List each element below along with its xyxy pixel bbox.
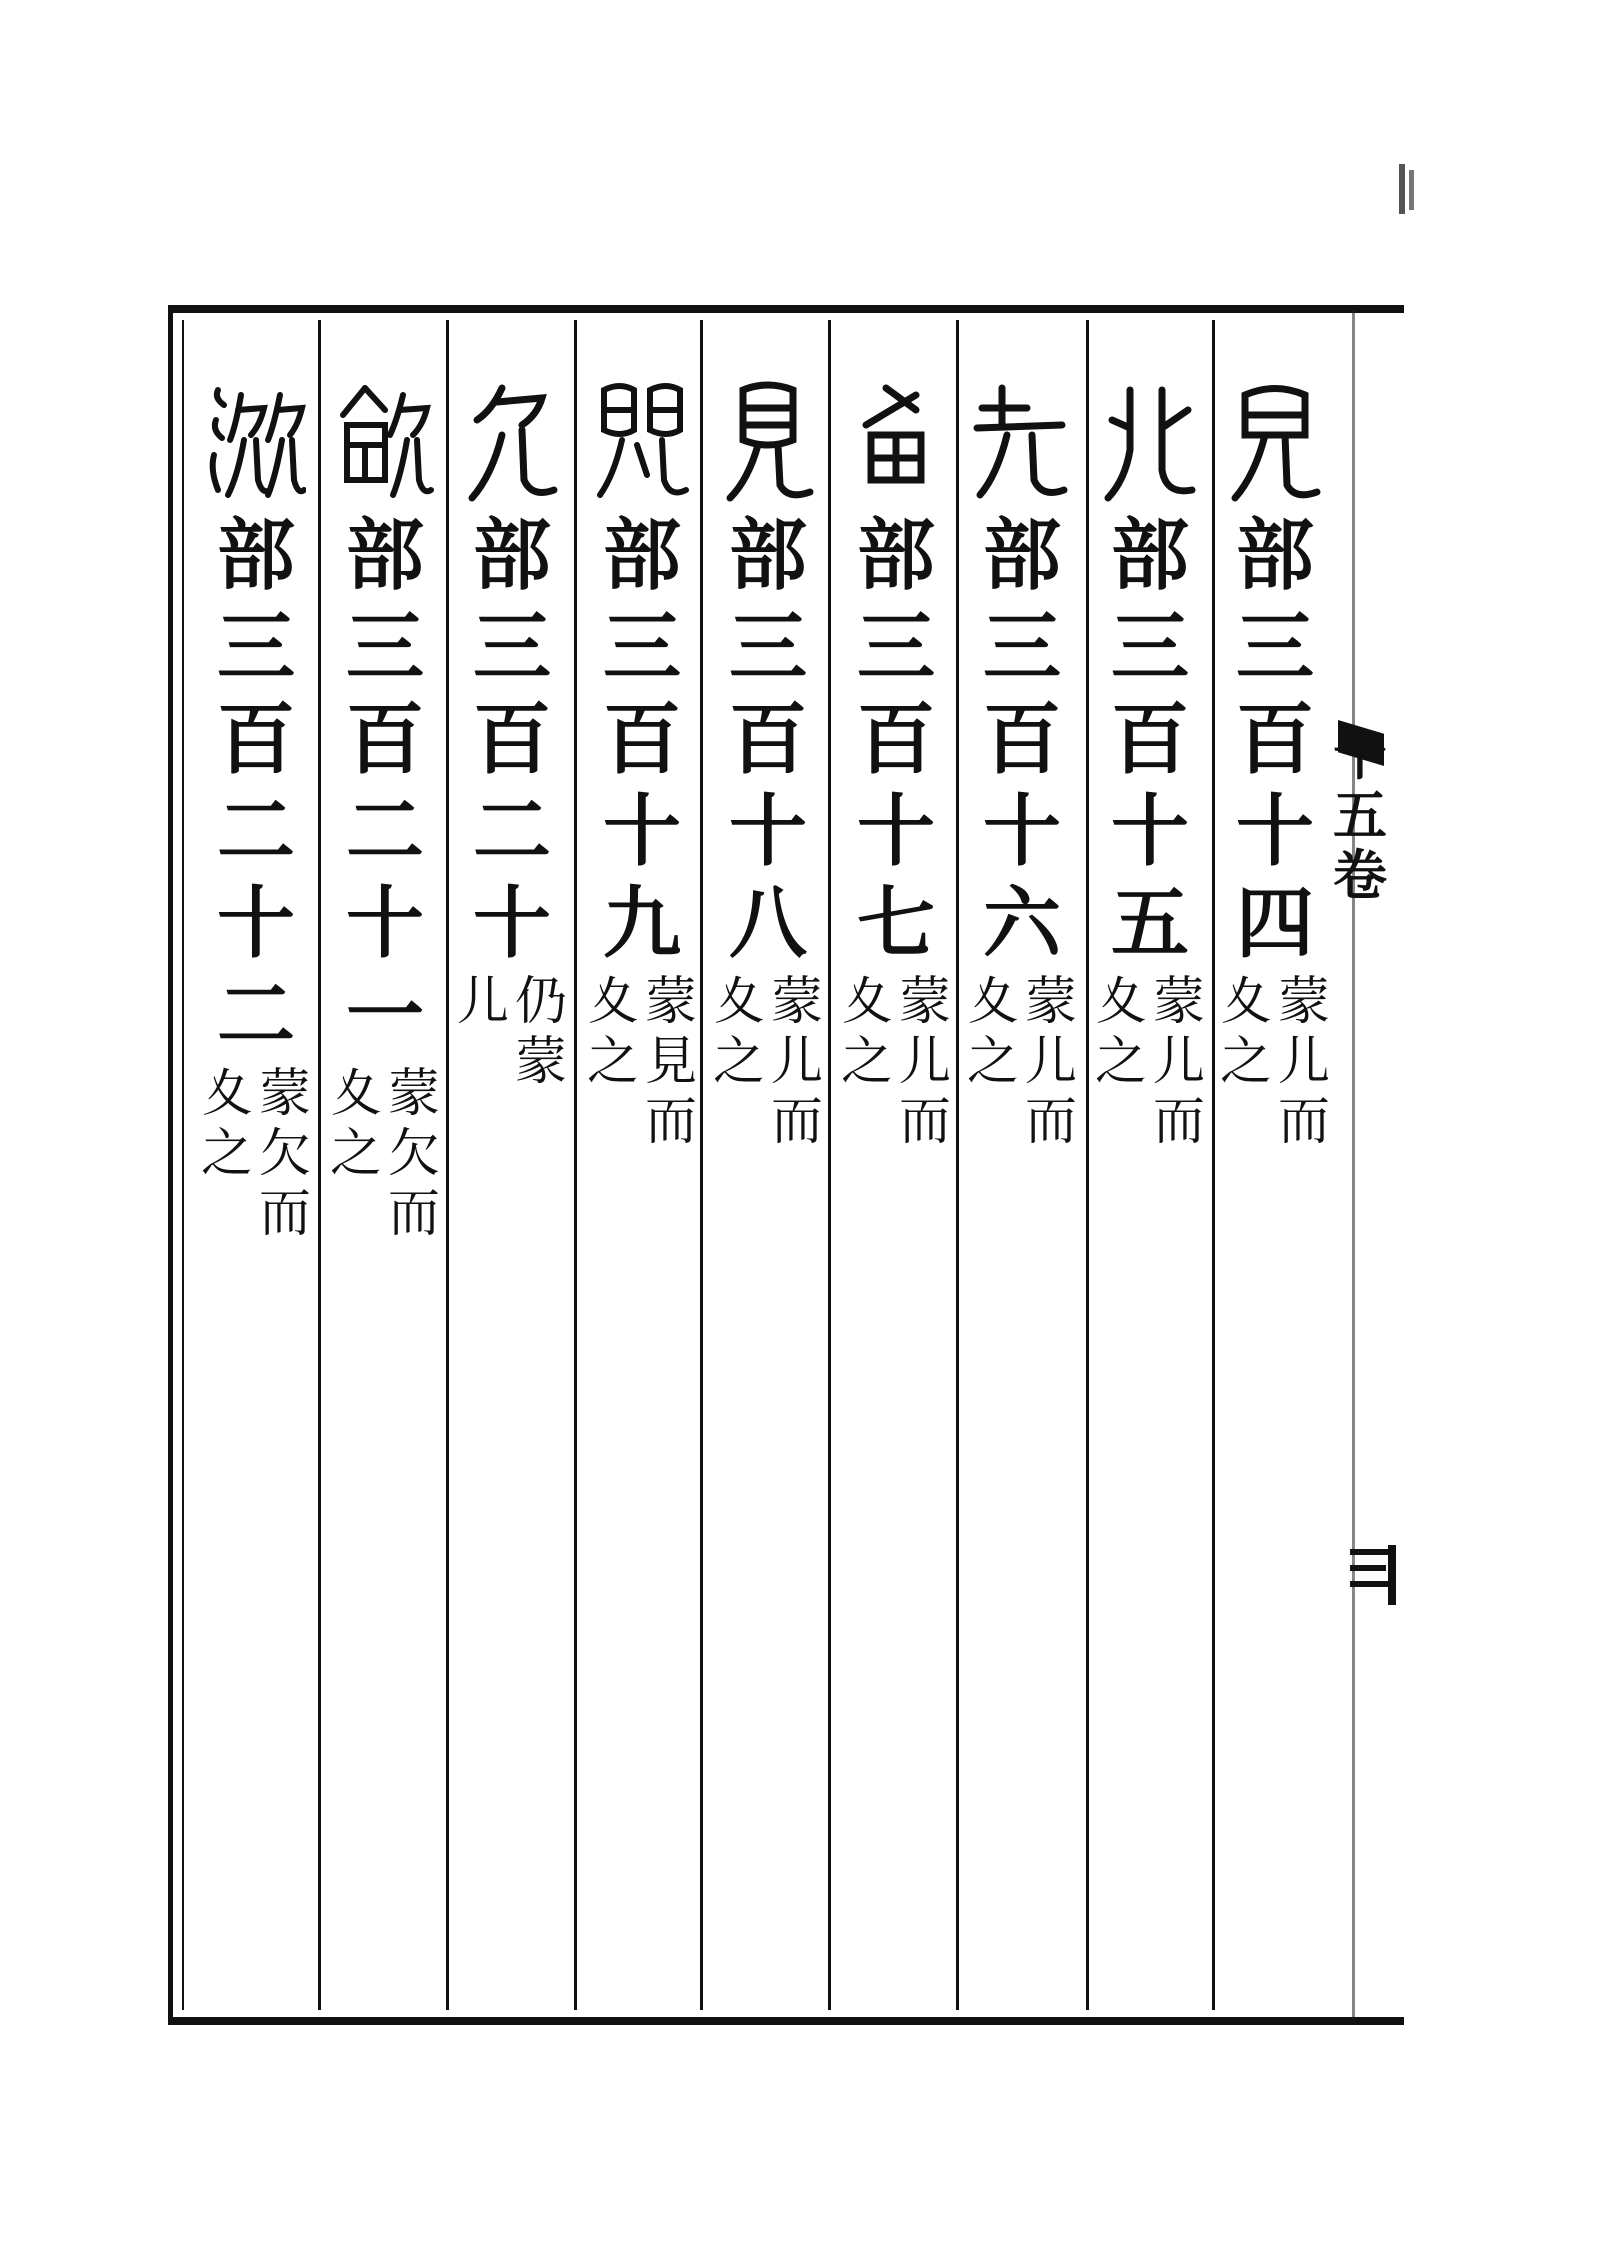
note-char: 而 bbox=[1024, 1092, 1077, 1152]
heading-char: 三 bbox=[982, 602, 1061, 693]
inner-border-rule bbox=[182, 320, 184, 2010]
heading-char: 部 bbox=[728, 510, 807, 601]
note-char: 見 bbox=[644, 1032, 697, 1092]
qian-seal-icon bbox=[462, 380, 562, 510]
heading-char: 一 bbox=[345, 970, 424, 1061]
heading-char: 三 bbox=[345, 602, 424, 693]
note-char: 而 bbox=[1277, 1092, 1330, 1152]
note-char: 儿 bbox=[1152, 1032, 1205, 1092]
heading-char: 八 bbox=[728, 878, 807, 969]
heading-char: 百 bbox=[602, 694, 681, 785]
tu-seal-icon bbox=[846, 380, 946, 510]
column-rule bbox=[828, 320, 831, 2010]
column-rule bbox=[1086, 320, 1089, 2010]
note-char: 之 bbox=[840, 1032, 893, 1092]
page-edge-mark bbox=[1393, 160, 1421, 220]
note-char: 而 bbox=[1152, 1092, 1205, 1152]
note-char: 蒙 bbox=[1024, 972, 1077, 1032]
note-char: 之 bbox=[712, 1032, 765, 1092]
xian-seal-icon bbox=[972, 380, 1072, 510]
note-char: 而 bbox=[898, 1092, 951, 1152]
entry-column-315 bbox=[1090, 380, 1210, 1152]
note-char: 儿 bbox=[456, 972, 509, 1032]
column-rule bbox=[956, 320, 959, 2010]
yin-seal-icon bbox=[335, 380, 435, 510]
heading-char: 十 bbox=[982, 786, 1061, 877]
heading-char: 二 bbox=[216, 786, 295, 877]
heading-char: 部 bbox=[982, 510, 1061, 601]
note-char: 而 bbox=[770, 1092, 823, 1152]
heading-char: 四 bbox=[1235, 878, 1314, 969]
note-char: 夊 bbox=[840, 972, 893, 1032]
column-rule bbox=[446, 320, 449, 2010]
heading-char: 部 bbox=[1110, 510, 1189, 601]
fold-label bbox=[1332, 725, 1388, 905]
heading-char: 部 bbox=[1235, 510, 1314, 601]
heading-char: 部 bbox=[345, 510, 424, 601]
note-char: 蒙 bbox=[258, 1064, 311, 1124]
heading-char: 三 bbox=[728, 602, 807, 693]
note-char: 蒙 bbox=[1277, 972, 1330, 1032]
heading-char: 百 bbox=[1235, 694, 1314, 785]
note-char: 蒙 bbox=[514, 1032, 567, 1092]
note-char: 而 bbox=[644, 1092, 697, 1152]
yao-seal-icon bbox=[592, 380, 692, 510]
note-char: 仍 bbox=[514, 972, 567, 1032]
heading-char: 三 bbox=[856, 602, 935, 693]
entry-column-321 bbox=[325, 380, 445, 1244]
heading-char: 百 bbox=[982, 694, 1061, 785]
note-char: 夊 bbox=[200, 1064, 253, 1124]
note-char: 夊 bbox=[1094, 972, 1147, 1032]
note-char: 欠 bbox=[258, 1124, 311, 1184]
heading-char: 六 bbox=[982, 878, 1061, 969]
heading-char: 十 bbox=[472, 878, 551, 969]
note-char: 之 bbox=[1219, 1032, 1272, 1092]
heading-char: 三 bbox=[1110, 602, 1189, 693]
heading-char: 部 bbox=[602, 510, 681, 601]
heading-char: 二 bbox=[472, 786, 551, 877]
note-char: 蒙 bbox=[644, 972, 697, 1032]
heading-char: 百 bbox=[345, 694, 424, 785]
heading-char: 百 bbox=[216, 694, 295, 785]
heading-char: 百 bbox=[728, 694, 807, 785]
fold-block-mark bbox=[1348, 1545, 1398, 1615]
entry-column-319 bbox=[582, 380, 702, 1152]
heading-char: 百 bbox=[472, 694, 551, 785]
note-char: 儿 bbox=[1277, 1032, 1330, 1092]
entry-column-322 bbox=[196, 380, 316, 1244]
note-char: 蒙 bbox=[387, 1064, 440, 1124]
heading-char: 十 bbox=[1110, 786, 1189, 877]
heading-char: 十 bbox=[1235, 786, 1314, 877]
heading-char: 百 bbox=[856, 694, 935, 785]
note-char: 蒙 bbox=[770, 972, 823, 1032]
note-char: 之 bbox=[1094, 1032, 1147, 1092]
heading-char: 十 bbox=[602, 786, 681, 877]
note-char: 而 bbox=[258, 1184, 311, 1244]
heading-char: 二 bbox=[345, 786, 424, 877]
fold-char: 五 bbox=[1333, 783, 1387, 847]
heading-char: 部 bbox=[216, 510, 295, 601]
note-char: 夊 bbox=[966, 972, 1019, 1032]
fold-char: 十 bbox=[1333, 723, 1387, 787]
entry-column-317 bbox=[836, 380, 956, 1152]
column-rule bbox=[574, 320, 577, 2010]
heading-char: 三 bbox=[216, 602, 295, 693]
note-char: 夊 bbox=[586, 972, 639, 1032]
entry-column-314 bbox=[1215, 380, 1335, 1152]
note-char: 之 bbox=[966, 1032, 1019, 1092]
entry-column-316 bbox=[962, 380, 1082, 1152]
bei-seal-icon bbox=[1100, 380, 1200, 510]
note-char: 蒙 bbox=[898, 972, 951, 1032]
jian-seal-icon bbox=[718, 380, 818, 510]
heading-char: 二 bbox=[216, 970, 295, 1061]
heading-char: 九 bbox=[602, 878, 681, 969]
heading-char: 五 bbox=[1110, 878, 1189, 969]
note-char: 之 bbox=[586, 1032, 639, 1092]
column-rule bbox=[318, 320, 321, 2010]
ren-seal-icon bbox=[1225, 380, 1325, 510]
note-char: 蒙 bbox=[1152, 972, 1205, 1032]
note-char: 儿 bbox=[1024, 1032, 1077, 1092]
note-char: 儿 bbox=[898, 1032, 951, 1092]
xian2-seal-icon bbox=[206, 380, 306, 510]
heading-char: 十 bbox=[345, 878, 424, 969]
heading-char: 七 bbox=[856, 878, 935, 969]
heading-char: 三 bbox=[472, 602, 551, 693]
heading-char: 百 bbox=[1110, 694, 1189, 785]
note-char: 欠 bbox=[387, 1124, 440, 1184]
heading-char: 十 bbox=[216, 878, 295, 969]
fold-margin-rule bbox=[1352, 310, 1355, 2020]
note-char: 而 bbox=[387, 1184, 440, 1244]
note-char: 之 bbox=[200, 1124, 253, 1184]
heading-char: 部 bbox=[856, 510, 935, 601]
fold-char: 卷 bbox=[1333, 843, 1387, 907]
heading-char: 十 bbox=[856, 786, 935, 877]
note-char: 之 bbox=[329, 1124, 382, 1184]
entry-column-320 bbox=[452, 380, 572, 1092]
note-char: 夊 bbox=[712, 972, 765, 1032]
note-char: 儿 bbox=[770, 1032, 823, 1092]
heading-char: 部 bbox=[472, 510, 551, 601]
heading-char: 三 bbox=[602, 602, 681, 693]
heading-char: 三 bbox=[1235, 602, 1314, 693]
note-char: 夊 bbox=[1219, 972, 1272, 1032]
entry-column-318 bbox=[708, 380, 828, 1152]
note-char: 夊 bbox=[329, 1064, 382, 1124]
heading-char: 十 bbox=[728, 786, 807, 877]
